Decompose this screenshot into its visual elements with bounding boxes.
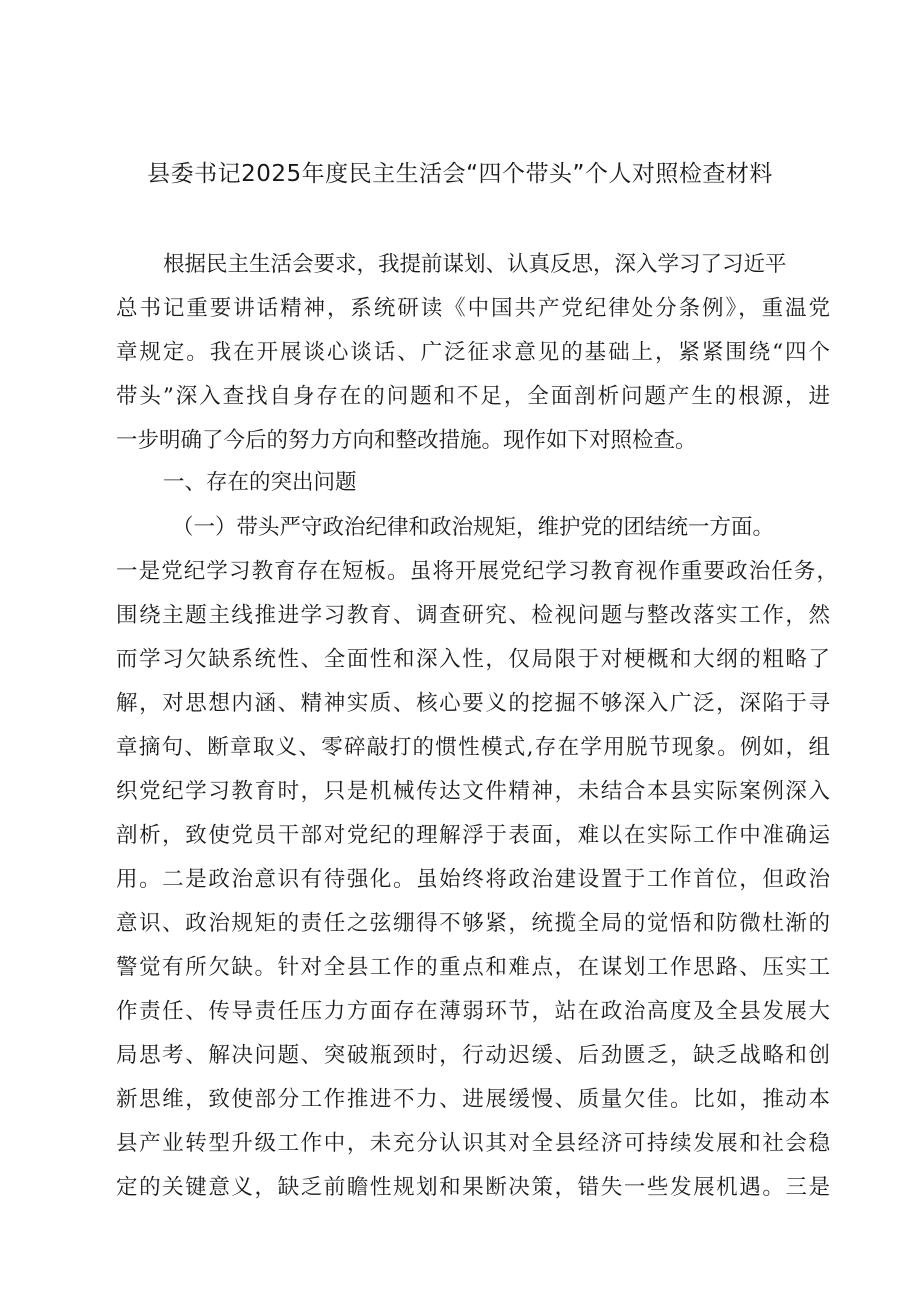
section-line-4: 而学习欠缺系统性、全面性和深入性，仅局限于对梗概和大纲的粗略了 [116, 647, 830, 672]
section-line-2: 一是党纪学习教育存在短板。虽将开展党纪学习教育视作重要政治任务， [116, 559, 838, 584]
section-line-9: 用。二是政治意识有待强化。虽始终将政治建设置于工作首位，但政治 [116, 867, 830, 892]
section-line-6: 章摘句、断章取义、零碎敲打的惯性模式,存在学用脱节现象。例如，组 [116, 735, 830, 760]
section-heading: 一、存在的突出问题 [163, 470, 357, 495]
section-line-5: 解，对思想内涵、精神实质、核心要义的挖掘不够深入广泛，深陷于寻 [116, 691, 830, 716]
section-line-14: 新思维，致使部分工作推进不力、进展缓慢、质量欠佳。比如，推动本 [116, 1087, 830, 1112]
intro-line-2: 总书记重要讲话精神，系统研读《中国共产党纪律处分条例》，重温党 [116, 296, 830, 321]
intro-line-5: 一步明确了今后的努力方向和整改措施。现作如下对照检查。 [116, 428, 697, 453]
intro-line-3: 章规定。我在开展谈心谈话、广泛征求意见的基础上，紧紧围绕“四个 [116, 340, 830, 365]
section-line-8: 剖析，致使党员干部对党纪的理解浮于表面，难以在实际工作中准确运 [116, 823, 830, 848]
section-line-7: 织党纪学习教育时，只是机械传达文件精神，未结合本县实际案例深入 [116, 779, 830, 804]
intro-line-1: 根据民主生活会要求，我提前谋划、认真反思，深入学习了习近平 [163, 252, 787, 277]
section-line-11: 警觉有所欠缺。针对全县工作的重点和难点，在谋划工作思路、压实工 [116, 955, 830, 980]
section-line-10: 意识、政治规矩的责任之弦绷得不够紧，统揽全局的觉悟和防微杜渐的 [116, 911, 830, 936]
section-line-16: 定的关键意义，缺乏前瞻性规划和果断决策，错失一些发展机遇。三是 [116, 1175, 830, 1200]
section-line-3: 围绕主题主线推进学习教育、调查研究、检视问题与整改落实工作，然 [116, 603, 830, 628]
section-line-15: 县产业转型升级工作中，未充分认识其对全县经济可持续发展和社会稳 [116, 1131, 830, 1156]
section-line-1: （一）带头严守政治纪律和政治规矩，维护党的团结统一方面。 [172, 515, 775, 540]
intro-line-4: 带头”深入查找自身存在的问题和不足，全面剖析问题产生的根源，进 [116, 384, 830, 409]
section-line-12: 作责任、传导责任压力方面存在薄弱环节，站在政治高度及全县发展大 [116, 999, 830, 1024]
section-line-13: 局思考、解决问题、突破瓶颈时，行动迟缓、后劲匮乏，缺乏战略和创 [116, 1043, 830, 1068]
document-title: 县委书记2025年度民主生活会“四个带头”个人对照检查材料 [147, 161, 773, 187]
